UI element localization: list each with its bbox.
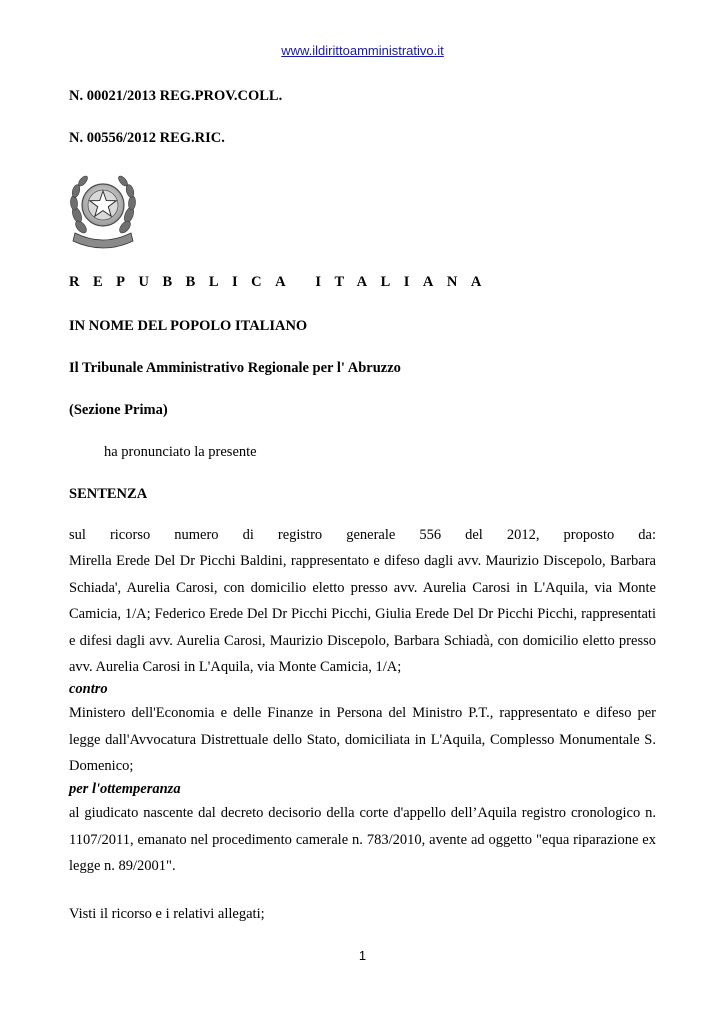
court-heading: Il Tribunale Amministrativo Regionale per l' Abruzzo [69, 360, 401, 376]
ottemperanza-label: per l'ottemperanza [69, 781, 181, 797]
section-heading: (Sezione Prima) [69, 402, 168, 418]
sentence-heading: SENTENZA [69, 486, 148, 502]
registry-prov-number: N. 00021/2013 REG.PROV.COLL. [69, 88, 283, 104]
republic-heading: REPUBBLICA ITALIANA [69, 274, 495, 290]
italian-republic-emblem-icon [67, 171, 139, 249]
visti-line: Visti il ricorso e i relativi allegati; [69, 906, 265, 922]
contro-paragraph: Ministero dell'Economia e delle Finanze in Persona del Ministro P.T., rappresentato e difeso per legge dall'Avvocatura Distrettuale dello Stato, domiciliata in L'Aquila, Complesso Monumentale S. Domenico; [69, 705, 656, 774]
contro-label: contro [69, 681, 108, 697]
ricorso-paragraph: Mirella Erede Del Dr Picchi Baldini, rappresentato e difeso dagli avv. Maurizio Discepolo, Barbara Schiada', Aurelia Carosi, con domicilio eletto presso avv. Aurelia Carosi in L'Aquila, via Monte Camicia, 1/A; Federico Erede Del Dr Picchi Picchi, Giulia Erede Del Dr Picchi Picchi, rappresentati e difesi dagli avv. Aurelia Carosi, Maurizio Discepolo, Barbara Schiadà, con domicilio eletto presso avv. Aurelia Carosi in L'Aquila, via Monte Camicia, 1/A; [69, 553, 656, 675]
site-link[interactable]: www.ildirittoamministrativo.it [281, 43, 444, 58]
registry-ric-number: N. 00556/2012 REG.RIC. [69, 130, 225, 146]
ottemperanza-paragraph: al giudicato nascente dal decreto decisorio della corte d'appello dell’Aquila registro cronologico n. 1107/2011, emanato nel procedimento camerale n. 783/2010, avente ad oggetto "equa riparazione ex legge n. 89/2001". [69, 805, 656, 874]
ricorso-first-line: sul ricorso numero di registro generale 556 del 2012, proposto da: [69, 527, 656, 543]
in-name-heading: IN NOME DEL POPOLO ITALIANO [69, 318, 308, 334]
pronounced-line: ha pronunciato la presente [104, 444, 257, 460]
page-number: 1 [358, 948, 367, 963]
